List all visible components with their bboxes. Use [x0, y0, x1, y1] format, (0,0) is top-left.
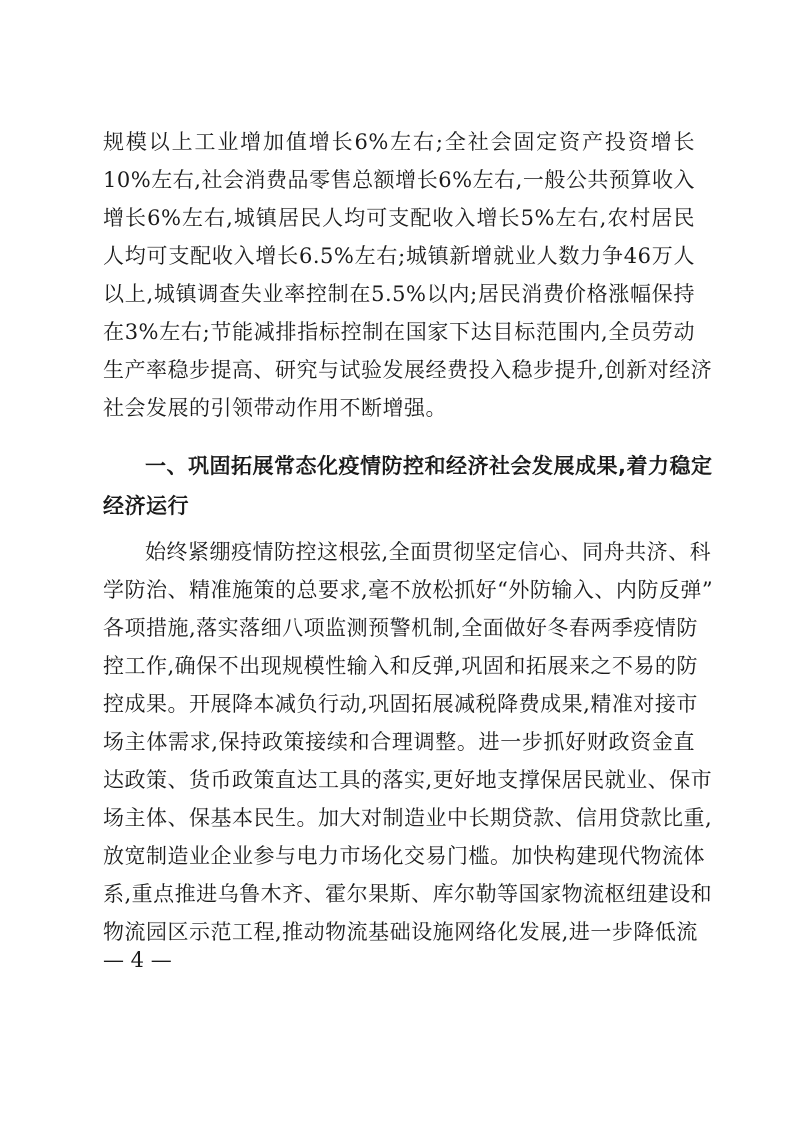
section-heading: 经济运行	[103, 494, 189, 518]
paragraph-line: 学防治、精准施策的总要求,毫不放松抓好“外防输入、内防反弹”	[103, 578, 714, 602]
paragraph-line: 社会发展的引领带动作用不断增强。	[103, 396, 447, 420]
paragraph-line: 始终紧绷疫情防控这根弦,全面贯彻坚定信心、同舟共济、科	[145, 540, 712, 564]
paragraph-line: 人均可支配收入增长6.5%左右;城镇新增就业人数力争46万人	[103, 244, 695, 268]
paragraph-line: 场主体、保基本民生。加大对制造业中长期贷款、信用贷款比重,	[103, 806, 713, 830]
paragraph-line: 规模以上工业增加值增长6%左右;全社会固定资产投资增长	[103, 130, 695, 154]
paragraph-line: 系,重点推进乌鲁木齐、霍尔果斯、库尔勒等国家物流枢纽建设和	[103, 882, 713, 906]
paragraph-line: 控工作,确保不出现规模性输入和反弹,巩固和拓展来之不易的防	[103, 654, 698, 678]
paragraph-line: 生产率稳步提高、研究与试验发展经费投入稳步提升,创新对经济	[103, 358, 713, 382]
paragraph-line: 放宽制造业企业参与电力市场化交易门槛。加快构建现代物流体	[103, 844, 705, 868]
paragraph-line: 达政策、货币政策直达工具的落实,更好地支撑保居民就业、保市	[103, 768, 713, 792]
paragraph-line: 各项措施,落实落细八项监测预警机制,全面做好冬春两季疫情防	[103, 616, 698, 640]
paragraph-line: 控成果。开展降本减负行动,巩固拓展减税降费成果,精准对接市	[103, 692, 698, 716]
paragraph-line: 增长6%左右,城镇居民人均可支配收入增长5%左右,农村居民	[103, 206, 695, 230]
paragraph-line: 以上,城镇调查失业率控制在5.5%以内;居民消费价格涨幅保持	[103, 282, 695, 306]
paragraph-line: 在3%左右;节能减排指标控制在国家下达目标范围内,全员劳动	[103, 320, 695, 344]
section-heading: 一、巩固拓展常态化疫情防控和经济社会发展成果,着力稳定	[145, 454, 713, 478]
paragraph-line: 物流园区示范工程,推动物流基础设施网络化发展,进一步降低流	[103, 920, 698, 944]
page-number: — 4 —	[103, 948, 172, 972]
paragraph-line: 10%左右,社会消费品零售总额增长6%左右,一般公共预算收入	[103, 168, 695, 192]
paragraph-line: 场主体需求,保持政策接续和合理调整。进一步抓好财政资金直	[103, 730, 695, 754]
